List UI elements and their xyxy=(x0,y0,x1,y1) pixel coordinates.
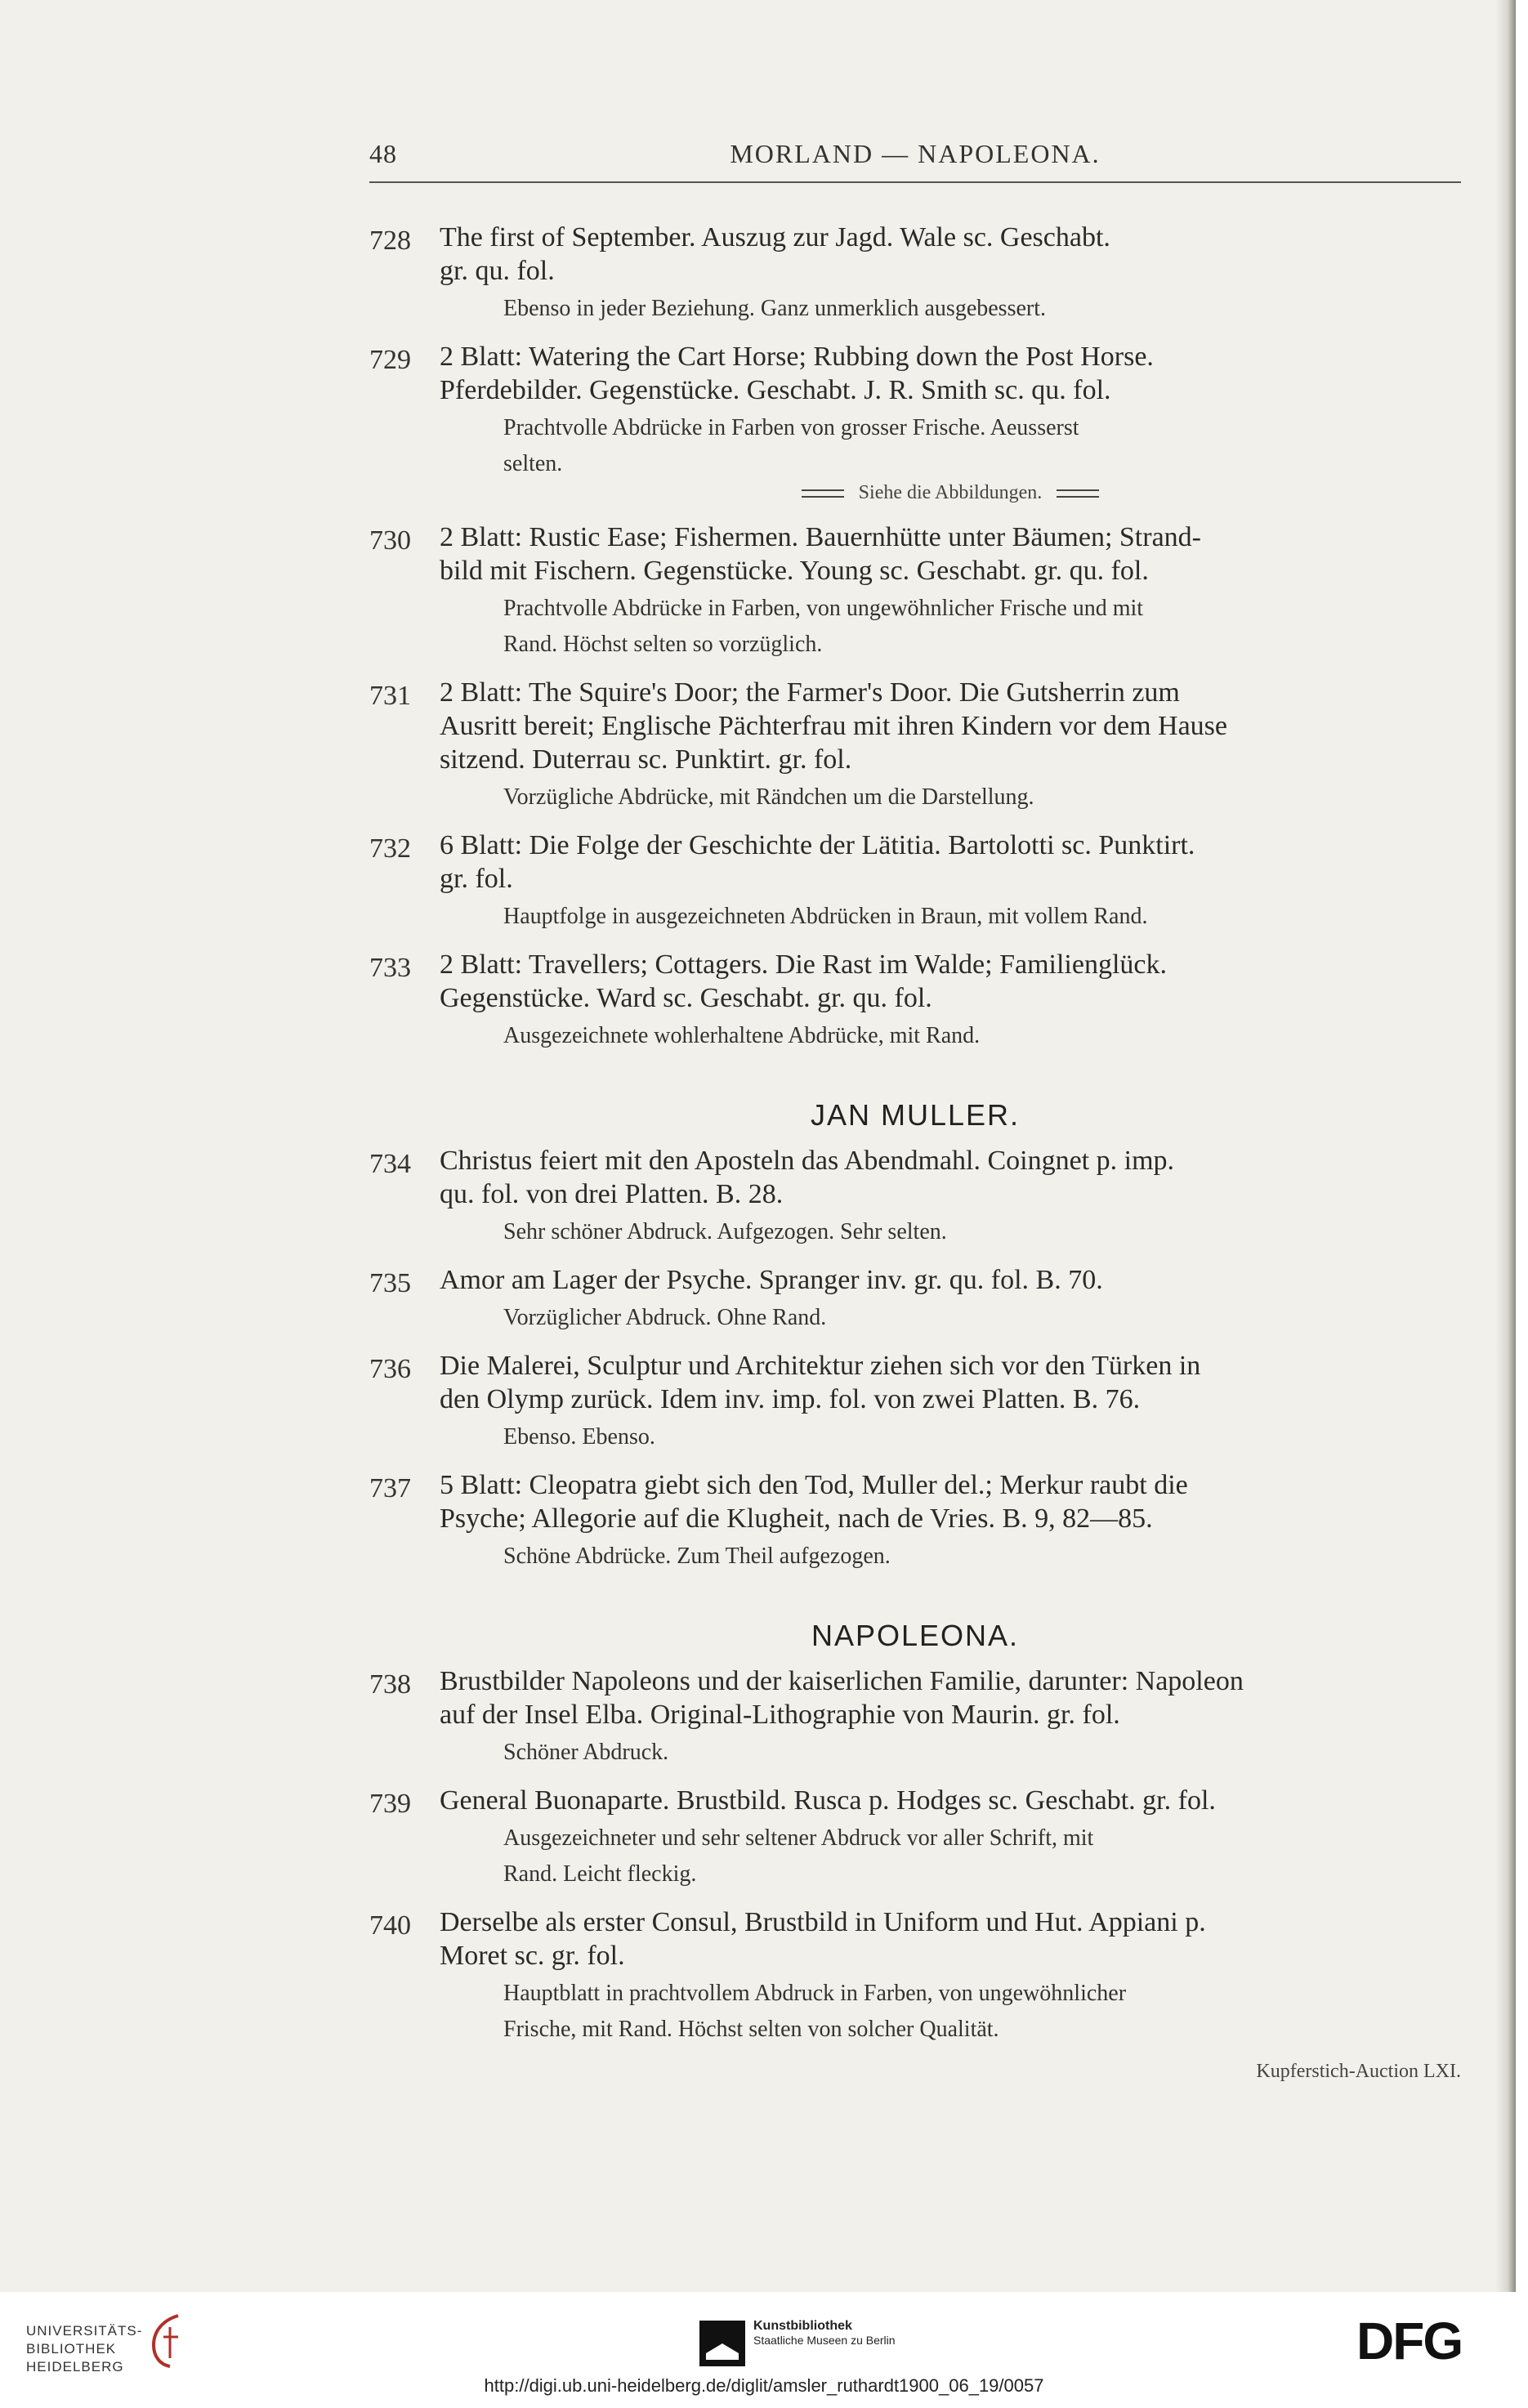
kb-subtitle: Staatliche Museen zu Berlin xyxy=(753,2334,896,2347)
muller-entries xyxy=(369,1144,1461,1571)
entry-line: Die Malerei, Sculptur und Architektur ziehen sich vor den Türken in xyxy=(440,1351,1201,1381)
entry-line: gr. qu. fol. xyxy=(440,256,555,286)
entry-note: Schöne Abdrücke. Zum Theil aufgezogen. xyxy=(503,1544,891,1569)
uni-line: HEIDELBERG xyxy=(26,2359,124,2374)
entry-body xyxy=(440,1349,1461,1452)
entry-note: Prachtvolle Abdrücke in Farben, von ungewöhnlicher Frische und mit xyxy=(503,596,1144,621)
entry-number: 733 xyxy=(369,953,411,983)
double-rule-right xyxy=(1057,489,1099,498)
entry-note: Hauptfolge in ausgezeichneten Abdrücken in Braun, mit vollem Rand. xyxy=(503,904,1148,929)
catalogue-entry xyxy=(369,1263,1461,1333)
section-heading-napoleona: NAPOLEONA. xyxy=(811,1619,1020,1652)
entry-number: 740 xyxy=(369,1910,411,1941)
entry-note: Sehr schöner Abdruck. Aufgezogen. Sehr selten. xyxy=(503,1219,947,1244)
entry-body xyxy=(440,1468,1461,1571)
double-rule-left xyxy=(802,489,844,498)
entry-note: Rand. Leicht fleckig. xyxy=(503,1861,697,1887)
entry-line: The first of September. Auszug zur Jagd. Wale sc. Geschabt. xyxy=(440,222,1110,252)
see-illustrations-note xyxy=(440,482,1461,504)
entry-note: Vorzügliche Abdrücke, mit Rändchen um die Darstellung. xyxy=(503,784,1034,810)
entry-line: General Buonaparte. Brustbild. Rusca p. Hodges sc. Geschabt. gr. fol. xyxy=(440,1785,1216,1816)
catalogue-entry xyxy=(369,1784,1461,1889)
entry-line: 5 Blatt: Cleopatra giebt sich den Tod, Muller del.; Merkur raubt die xyxy=(440,1470,1188,1500)
entry-body xyxy=(440,221,1461,324)
section-heading-jan-muller: JAN MULLER. xyxy=(810,1098,1021,1132)
uni-heidelberg-logo-text xyxy=(26,2322,142,2376)
entry-body xyxy=(440,829,1461,931)
entry-body xyxy=(440,1784,1461,1889)
entry-line: sitzend. Duterrau sc. Punktirt. gr. fol. xyxy=(440,744,852,775)
entry-line: Moret sc. gr. fol. xyxy=(440,1941,625,1971)
entry-number: 731 xyxy=(369,681,411,711)
entry-body xyxy=(440,948,1461,1051)
entry-line: Amor am Lager der Psyche. Spranger inv. gr. qu. fol. B. 70. xyxy=(440,1265,1103,1295)
entry-body xyxy=(440,340,1461,504)
entry-number: 738 xyxy=(369,1669,411,1700)
entry-line: 2 Blatt: Watering the Cart Horse; Rubbing down the Post Horse. xyxy=(440,342,1154,372)
catalogue-entry xyxy=(369,948,1461,1051)
entry-number: 736 xyxy=(369,1354,411,1384)
entry-number: 737 xyxy=(369,1473,411,1503)
entry-line: 2 Blatt: The Squire's Door; the Farmer's Door. Die Gutsherrin zum xyxy=(440,677,1180,708)
entry-line: Ausritt bereit; Englische Pächterfrau mit ihren Kindern vor dem Hause xyxy=(440,711,1227,741)
napoleona-entries xyxy=(369,1664,1461,2044)
catalogue-entry xyxy=(369,1664,1461,1767)
entry-line: gr. fol. xyxy=(440,864,513,894)
entry-note: Rand. Höchst selten so vorzüglich. xyxy=(503,632,823,657)
running-title: MORLAND — NAPOLEONA. xyxy=(730,139,1101,168)
entry-body xyxy=(440,1664,1461,1767)
catalogue-entry xyxy=(369,829,1461,931)
entry-line: Gegenstücke. Ward sc. Geschabt. gr. qu. fol. xyxy=(440,983,932,1013)
entry-note: selten. xyxy=(503,451,563,476)
catalogue-entry xyxy=(369,1905,1461,2044)
uni-line: UNIVERSITÄTS- xyxy=(26,2323,143,2339)
entry-body xyxy=(440,676,1461,812)
catalogue-entry xyxy=(369,1349,1461,1452)
entry-number: 728 xyxy=(369,226,411,256)
entry-line: 2 Blatt: Rustic Ease; Fishermen. Bauernhütte unter Bäumen; Strand- xyxy=(440,522,1201,552)
entry-number: 735 xyxy=(369,1268,411,1298)
kunstbibliothek-label xyxy=(753,2319,896,2347)
catalogue-entry xyxy=(369,520,1461,659)
entry-number: 734 xyxy=(369,1149,411,1179)
entry-line: den Olymp zurück. Idem inv. imp. fol. von zwei Platten. B. 76. xyxy=(440,1384,1141,1414)
uni-line: BIBLIOTHEK xyxy=(26,2341,117,2357)
catalogue-entry xyxy=(369,221,1461,324)
entry-body xyxy=(440,1263,1461,1333)
catalogue-content xyxy=(369,221,1461,2083)
entry-line: auf der Insel Elba. Original-Lithographie von Maurin. gr. fol. xyxy=(440,1700,1120,1730)
catalogue-entry xyxy=(369,676,1461,812)
header-rule xyxy=(369,181,1461,183)
kunstbibliothek-logo-icon xyxy=(699,2321,745,2366)
catalogue-entry xyxy=(369,340,1461,504)
entry-number: 730 xyxy=(369,525,411,556)
entry-line: Brustbilder Napoleons und der kaiserlichen Familie, darunter: Napoleon xyxy=(440,1666,1244,1696)
see-text: Siehe die Abbildungen. xyxy=(858,482,1043,503)
morland-entries xyxy=(369,221,1461,1051)
entry-line: qu. fol. von drei Platten. B. 28. xyxy=(440,1179,784,1209)
entry-line: bild mit Fischern. Gegenstücke. Young sc. Geschabt. gr. qu. fol. xyxy=(440,556,1149,586)
dfg-logo: DFG xyxy=(1356,2312,1463,2370)
auction-signature: Kupferstich-Auction LXI. xyxy=(1256,2061,1461,2082)
entry-note: Ebenso in jeder Beziehung. Ganz unmerklich ausgebessert. xyxy=(503,296,1047,321)
entry-line: Pferdebilder. Gegenstücke. Geschabt. J. R. Smith sc. qu. fol. xyxy=(440,375,1111,405)
entry-number: 732 xyxy=(369,833,411,864)
kb-title: Kunstbibliothek xyxy=(753,2319,852,2333)
entry-number: 739 xyxy=(369,1789,411,1819)
entry-note: Ausgezeichneter und sehr seltener Abdruck vor aller Schrift, mit xyxy=(503,1825,1094,1851)
entry-line: 6 Blatt: Die Folge der Geschichte der Lätitia. Bartolotti sc. Punktirt. xyxy=(440,830,1195,860)
entry-note: Prachtvolle Abdrücke in Farben von grosser Frische. Aeusserst xyxy=(503,415,1079,440)
uni-heidelberg-logo-icon xyxy=(145,2312,183,2370)
page-edge-shadow xyxy=(1495,0,1516,2292)
entry-note: Schöner Abdruck. xyxy=(503,1740,669,1765)
entry-note: Vorzüglicher Abdruck. Ohne Rand. xyxy=(503,1305,827,1330)
entry-note: Frische, mit Rand. Höchst selten von solcher Qualität. xyxy=(503,2017,999,2042)
entry-body xyxy=(440,520,1461,659)
entry-note: Ebenso. Ebenso. xyxy=(503,1424,655,1450)
source-url[interactable]: http://digi.ub.uni-heidelberg.de/diglit/amsler_ruthardt1900_06_19/0057 xyxy=(484,2375,1044,2396)
entry-line: Christus feiert mit den Aposteln das Abendmahl. Coingnet p. imp. xyxy=(440,1146,1175,1176)
catalogue-entry xyxy=(369,1468,1461,1571)
entry-note: Hauptblatt in prachtvollem Abdruck in Farben, von ungewöhnlicher xyxy=(503,1981,1127,2006)
entry-line: Derselbe als erster Consul, Brustbild in Uniform und Hut. Appiani p. xyxy=(440,1907,1206,1937)
entry-number: 729 xyxy=(369,345,411,375)
catalogue-entry xyxy=(369,1144,1461,1247)
page-number: 48 xyxy=(369,139,397,168)
entry-note: Ausgezeichnete wohlerhaltene Abdrücke, mit Rand. xyxy=(503,1023,981,1048)
entry-line: Psyche; Allegorie auf die Klugheit, nach de Vries. B. 9, 82—85. xyxy=(440,1503,1153,1534)
entry-body xyxy=(440,1144,1461,1247)
entry-line: 2 Blatt: Travellers; Cottagers. Die Rast im Walde; Familienglück. xyxy=(440,949,1167,980)
entry-body xyxy=(440,1905,1461,2044)
